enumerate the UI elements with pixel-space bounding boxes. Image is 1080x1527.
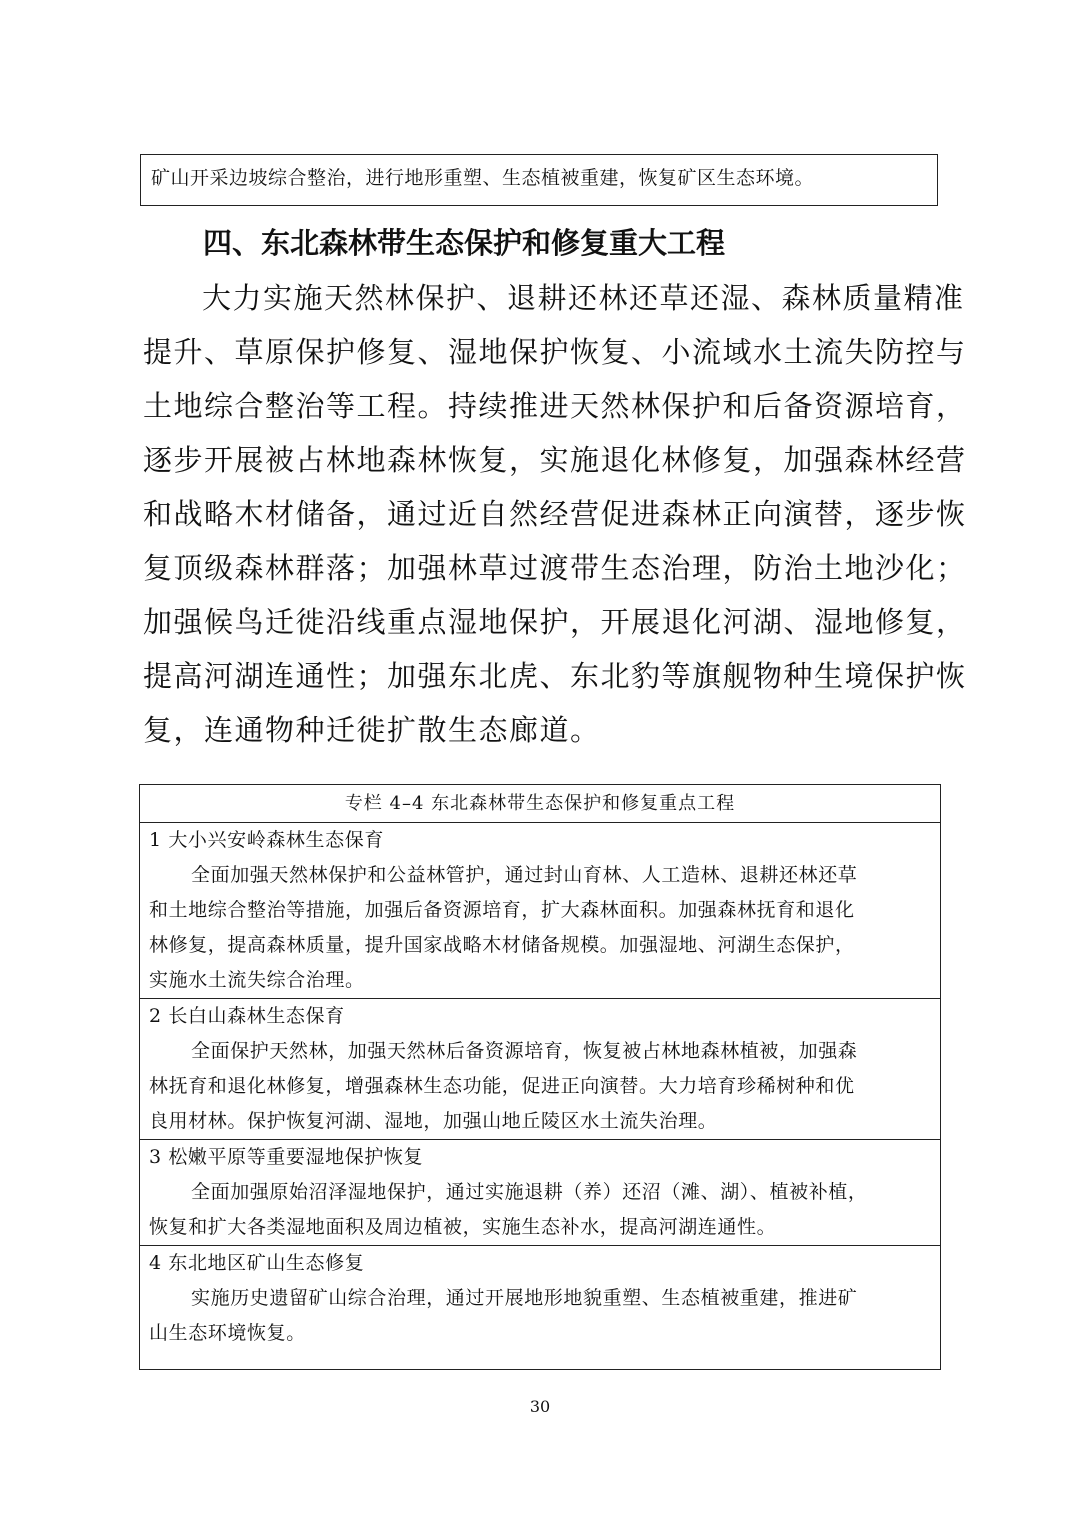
box-section-heading: 3 松嫩平原等重要湿地保护恢复 [149,1146,424,1168]
body-line: 提高河湖连通性；加强东北虎、东北豹等旗舰物种生境保护恢 [143,659,967,693]
box-section-heading: 4 东北地区矿山生态修复 [149,1252,365,1274]
continued-text: 矿山开采边坡综合整治，进行地形重塑、生态植被重建，恢复矿区生态环境。 [151,167,815,189]
body-line: 逐步开展被占林地森林恢复，实施退化林修复，加强森林经营 [143,443,967,477]
body-line: 和战略木材储备，通过近自然经营促进森林正向演替，逐步恢 [143,497,967,531]
box-section-3 [140,1140,940,1246]
body-line: 复，连通物种迁徙扩散生态廊道。 [143,713,601,747]
box-section-line: 林修复，提高森林质量，提升国家战略木材储备规模。加强湿地、河湖生态保护， [149,934,855,956]
box-title: 专栏 4–4 东北森林带生态保护和修复重点工程 [140,785,940,823]
body-line: 复顶级森林群落；加强林草过渡带生态治理，防治土地沙化； [143,551,967,585]
body-line: 大力实施天然林保护、退耕还林还草还湿、森林质量精准 [202,281,965,315]
page-number: 30 [529,1397,551,1416]
body-paragraph [143,271,967,757]
box-section-line: 全面保护天然林，加强天然林后备资源培育，恢复被占林地森林植被，加强森 [191,1040,858,1062]
box-section-line: 全面加强天然林保护和公益林管护，通过封山育林、人工造林、退耕还林还草 [191,864,858,886]
box-section-4 [140,1246,940,1351]
box-section-line: 实施历史遗留矿山综合治理，通过开展地形地貌重塑、生态植被重建，推进矿 [191,1287,858,1309]
box-section-line: 山生态环境恢复。 [149,1322,306,1344]
box-section-line: 林抚育和退化林修复，增强森林生态功能，促进正向演替。大力培育珍稀树种和优 [149,1075,855,1097]
box-section-heading: 1 大小兴安岭森林生态保育 [149,829,384,851]
continued-text-box [140,154,938,206]
box-section-line: 良用材林。保护恢复河湖、湿地，加强山地丘陵区水土流失治理。 [149,1110,718,1132]
box-section-heading: 2 长白山森林生态保育 [149,1005,345,1027]
box-section-2 [140,999,940,1140]
box-section-line: 实施水土流失综合治理。 [149,969,365,991]
body-line: 土地综合整治等工程。持续推进天然林保护和后备资源培育， [143,389,967,423]
project-box-table [139,784,941,1370]
box-section-line: 和土地综合整治等措施，加强后备资源培育，扩大森林面积。加强森林抚育和退化 [149,899,855,921]
body-line: 提升、草原保护修复、湿地保护恢复、小流域水土流失防控与 [143,335,967,369]
section-heading: 四、东北森林带生态保护和修复重大工程 [203,226,726,260]
box-section-line: 恢复和扩大各类湿地面积及周边植被，实施生态补水，提高河湖连通性。 [149,1216,777,1238]
box-section-1 [140,823,940,999]
box-section-line: 全面加强原始沼泽湿地保护，通过实施退耕（养）还沼（滩、湖）、植被补植， [191,1181,868,1203]
body-line: 加强候鸟迁徙沿线重点湿地保护，开展退化河湖、湿地修复， [143,605,967,639]
